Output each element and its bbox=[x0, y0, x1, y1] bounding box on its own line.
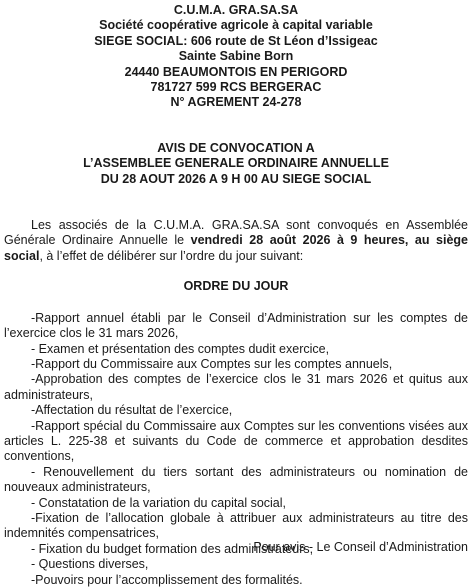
intro-paragraph bbox=[4, 218, 468, 264]
meeting-date-emphasis: vendredi 28 août 2026 à 9 heures, au siège social bbox=[4, 233, 468, 263]
agenda-item: -Approbation des comptes de l’exercice clos le 31 mars 2026 et quitus aux administrateurs, bbox=[4, 372, 468, 402]
agenda-item: - Renouvellement du tiers sortant des administrateurs ou nomination de nouveaux administrateurs, bbox=[4, 464, 468, 495]
agenda-item: - Constatation de la variation du capital social, bbox=[31, 495, 287, 510]
agenda-item: -Fixation de l’allocation globale à attribuer aux administrateurs au titre des indemnités compensatrices, bbox=[4, 510, 468, 541]
agenda-item: - Questions diverses, bbox=[31, 557, 149, 572]
agenda-item: -Pouvoirs pour l’accomplissement des formalités. bbox=[31, 572, 303, 587]
agenda-item: -Affectation du résultat de l’exercice, bbox=[31, 403, 233, 418]
intro-text-after: , à l’effet de délibérer sur l’ordre du jour suivant: bbox=[39, 248, 304, 263]
agenda-item: - Fixation du budget formation des administrateurs, bbox=[31, 541, 314, 556]
title-line-3: DU 28 AOUT 2026 A 9 H 00 AU SIEGE SOCIAL bbox=[100, 171, 372, 186]
org-name: C.U.M.A. GRA.SA.SA bbox=[173, 3, 299, 17]
notice-title bbox=[4, 141, 468, 187]
agrement-number: N° AGREMENT 24-278 bbox=[170, 95, 302, 110]
agenda-item: - Examen et présentation des comptes dudit exercice, bbox=[31, 341, 330, 356]
agenda-item: -Rapport annuel établi par le Conseil d’Administration sur les comptes de l’exercice clos le 31 mars 2026, bbox=[4, 310, 468, 341]
agenda-heading: ORDRE DU JOUR bbox=[183, 279, 289, 294]
signature-line: Pour avis - Le Conseil d’Administration bbox=[253, 539, 468, 554]
organization-header bbox=[4, 3, 468, 111]
legal-form: Société coopérative agricole à capital variable bbox=[99, 18, 373, 33]
intro-text-before: Les associés de la C.U.M.A. GRA.SA.SA sont convoqués en Assemblée Générale Ordinaire Annuelle le bbox=[4, 218, 468, 248]
registered-office-locality: Sainte Sabine Born bbox=[178, 49, 294, 64]
agenda-item: -Rapport du Commissaire aux Comptes sur les comptes annuels, bbox=[31, 356, 393, 371]
rcs-number: 781727 599 RCS BERGERAC bbox=[150, 80, 322, 95]
registered-office-line: SIEGE SOCIAL: 606 route de St Léon d’Issigeac bbox=[94, 33, 378, 48]
registered-office-postcode: 24440 BEAUMONTOIS EN PERIGORD bbox=[124, 64, 348, 79]
agenda-item: -Rapport spécial du Commissaire aux Comptes sur les conventions visées aux articles L. 225-38 et suivants du Code de commerce et approbation desdites conventions, bbox=[4, 418, 468, 464]
title-line-1: AVIS DE CONVOCATION A bbox=[157, 140, 315, 155]
title-line-2: L’ASSEMBLEE GENERALE ORDINAIRE ANNUELLE bbox=[83, 156, 389, 171]
